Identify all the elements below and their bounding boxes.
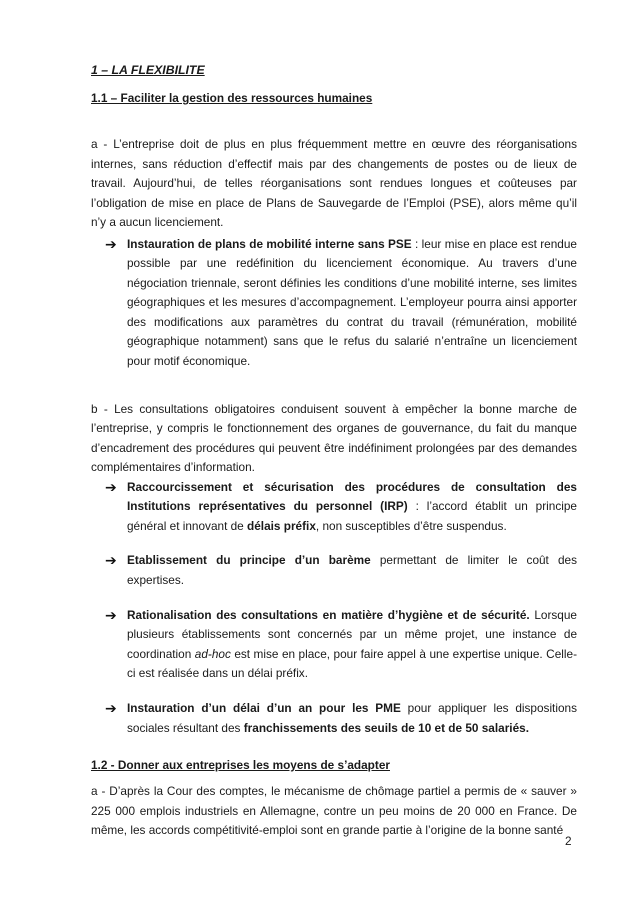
bullet-irp xyxy=(91,478,577,537)
heading-1-1: 1.1 – Faciliter la gestion des ressources humaines xyxy=(91,91,373,105)
bullet-bareme xyxy=(91,551,577,590)
bullet-mobilite xyxy=(91,235,577,372)
bullet-pme xyxy=(91,699,577,738)
bullet-text: permettant de limiter le coût des expertises. xyxy=(127,553,577,588)
arrow-right-icon: ➔ xyxy=(105,606,117,623)
bullet-italic: ad-hoc xyxy=(194,646,231,661)
bullet-bold: Etablissement du principe d’un barème xyxy=(127,553,371,568)
arrow-right-icon: ➔ xyxy=(105,478,117,495)
bullet-bold: Raccourcissement et sécurisation des procédures de consultation des Institutions représentatives du personnel (IRP) xyxy=(127,479,577,514)
bullet-text: : l’accord établit un principe général et innovant de xyxy=(127,499,577,533)
paragraph-1-2-a: a - D’après la Cour des comptes, le mécanisme de chômage partiel a permis de « sauver » 225 000 emplois industriels en Allemagne, contre un peu moins de 20 000 en France. De même, les accords compétitivité-emploi sont en grande partie à l’origine de la bonne santé xyxy=(91,784,577,838)
bullet-text-2: , non susceptibles d’être suspendus. xyxy=(315,518,507,533)
bullet-text-2: est mise en place, pour faire appel à une expertise unique. Celle-ci est réalisée dans un délai préfix. xyxy=(127,646,577,681)
bullet-text: Lorsque plusieurs établissements sont concernés par un même projet, une instance de coordination xyxy=(127,607,577,661)
bullet-text: pour appliquer les dispositions sociales résultant des xyxy=(127,701,577,735)
bullet-bold: Instauration d’un délai d’un an pour les PME xyxy=(127,701,401,715)
arrow-right-icon: ➔ xyxy=(105,235,117,252)
bullet-bold-2: franchissements des seuils de 10 et de 50 salariés. xyxy=(243,720,529,735)
page-number: 2 xyxy=(565,834,572,848)
arrow-right-icon: ➔ xyxy=(105,552,117,569)
arrow-right-icon: ➔ xyxy=(105,700,117,716)
bullet-text: : leur mise en place est rendue possible par une redéfinition du licenciement économique. Au travers d’une négociation triennale, seront définies les conditions d’une mobilité interne, ses limites géographiques et les mesures d’accompagnement. L’employeur pourra ainsi apporter des modifications aux paramètres du contrat du travail (rémunération, mobilité géographique notamment) sans que le refus du salarié n’entraîne un licenciement pour motif économique. xyxy=(127,236,577,369)
paragraph-b: b - Les consultations obligatoires conduisent souvent à empêcher la bonne marche de l’entreprise, y compris le fonctionnement des organes de gouvernance, du fait du manque d’encadrement des procédures qui peuvent être indéfiniment prolongées par des demandes complémentaires d’information. xyxy=(91,401,577,475)
bullet-bold: Rationalisation des consultations en matière d’hygiène et de sécurité. xyxy=(127,607,530,622)
heading-flexibilite: 1 – LA FLEXIBILITE xyxy=(91,63,205,77)
bullet-bold: Instauration de plans de mobilité interne sans PSE xyxy=(127,236,412,251)
bullet-bold-2: délais préfix xyxy=(247,518,316,533)
document-page xyxy=(91,62,577,841)
paragraph-a: a - L’entreprise doit de plus en plus fréquemment mettre en œuvre des réorganisations internes, sans réduction d’effectif mais par des changements de postes ou de lieux de travail. Aujourd’hui, de telles réorganisations sont rendues longues et coûteuses par l’obligation de mise en place de Plans de Sauvegarde de l’Emploi (PSE), alors même qu’il n’y a aucun licenciement. xyxy=(91,137,577,229)
heading-1-2: 1.2 - Donner aux entreprises les moyens de s’adapter xyxy=(91,758,390,773)
bullet-hygiene xyxy=(91,606,577,684)
